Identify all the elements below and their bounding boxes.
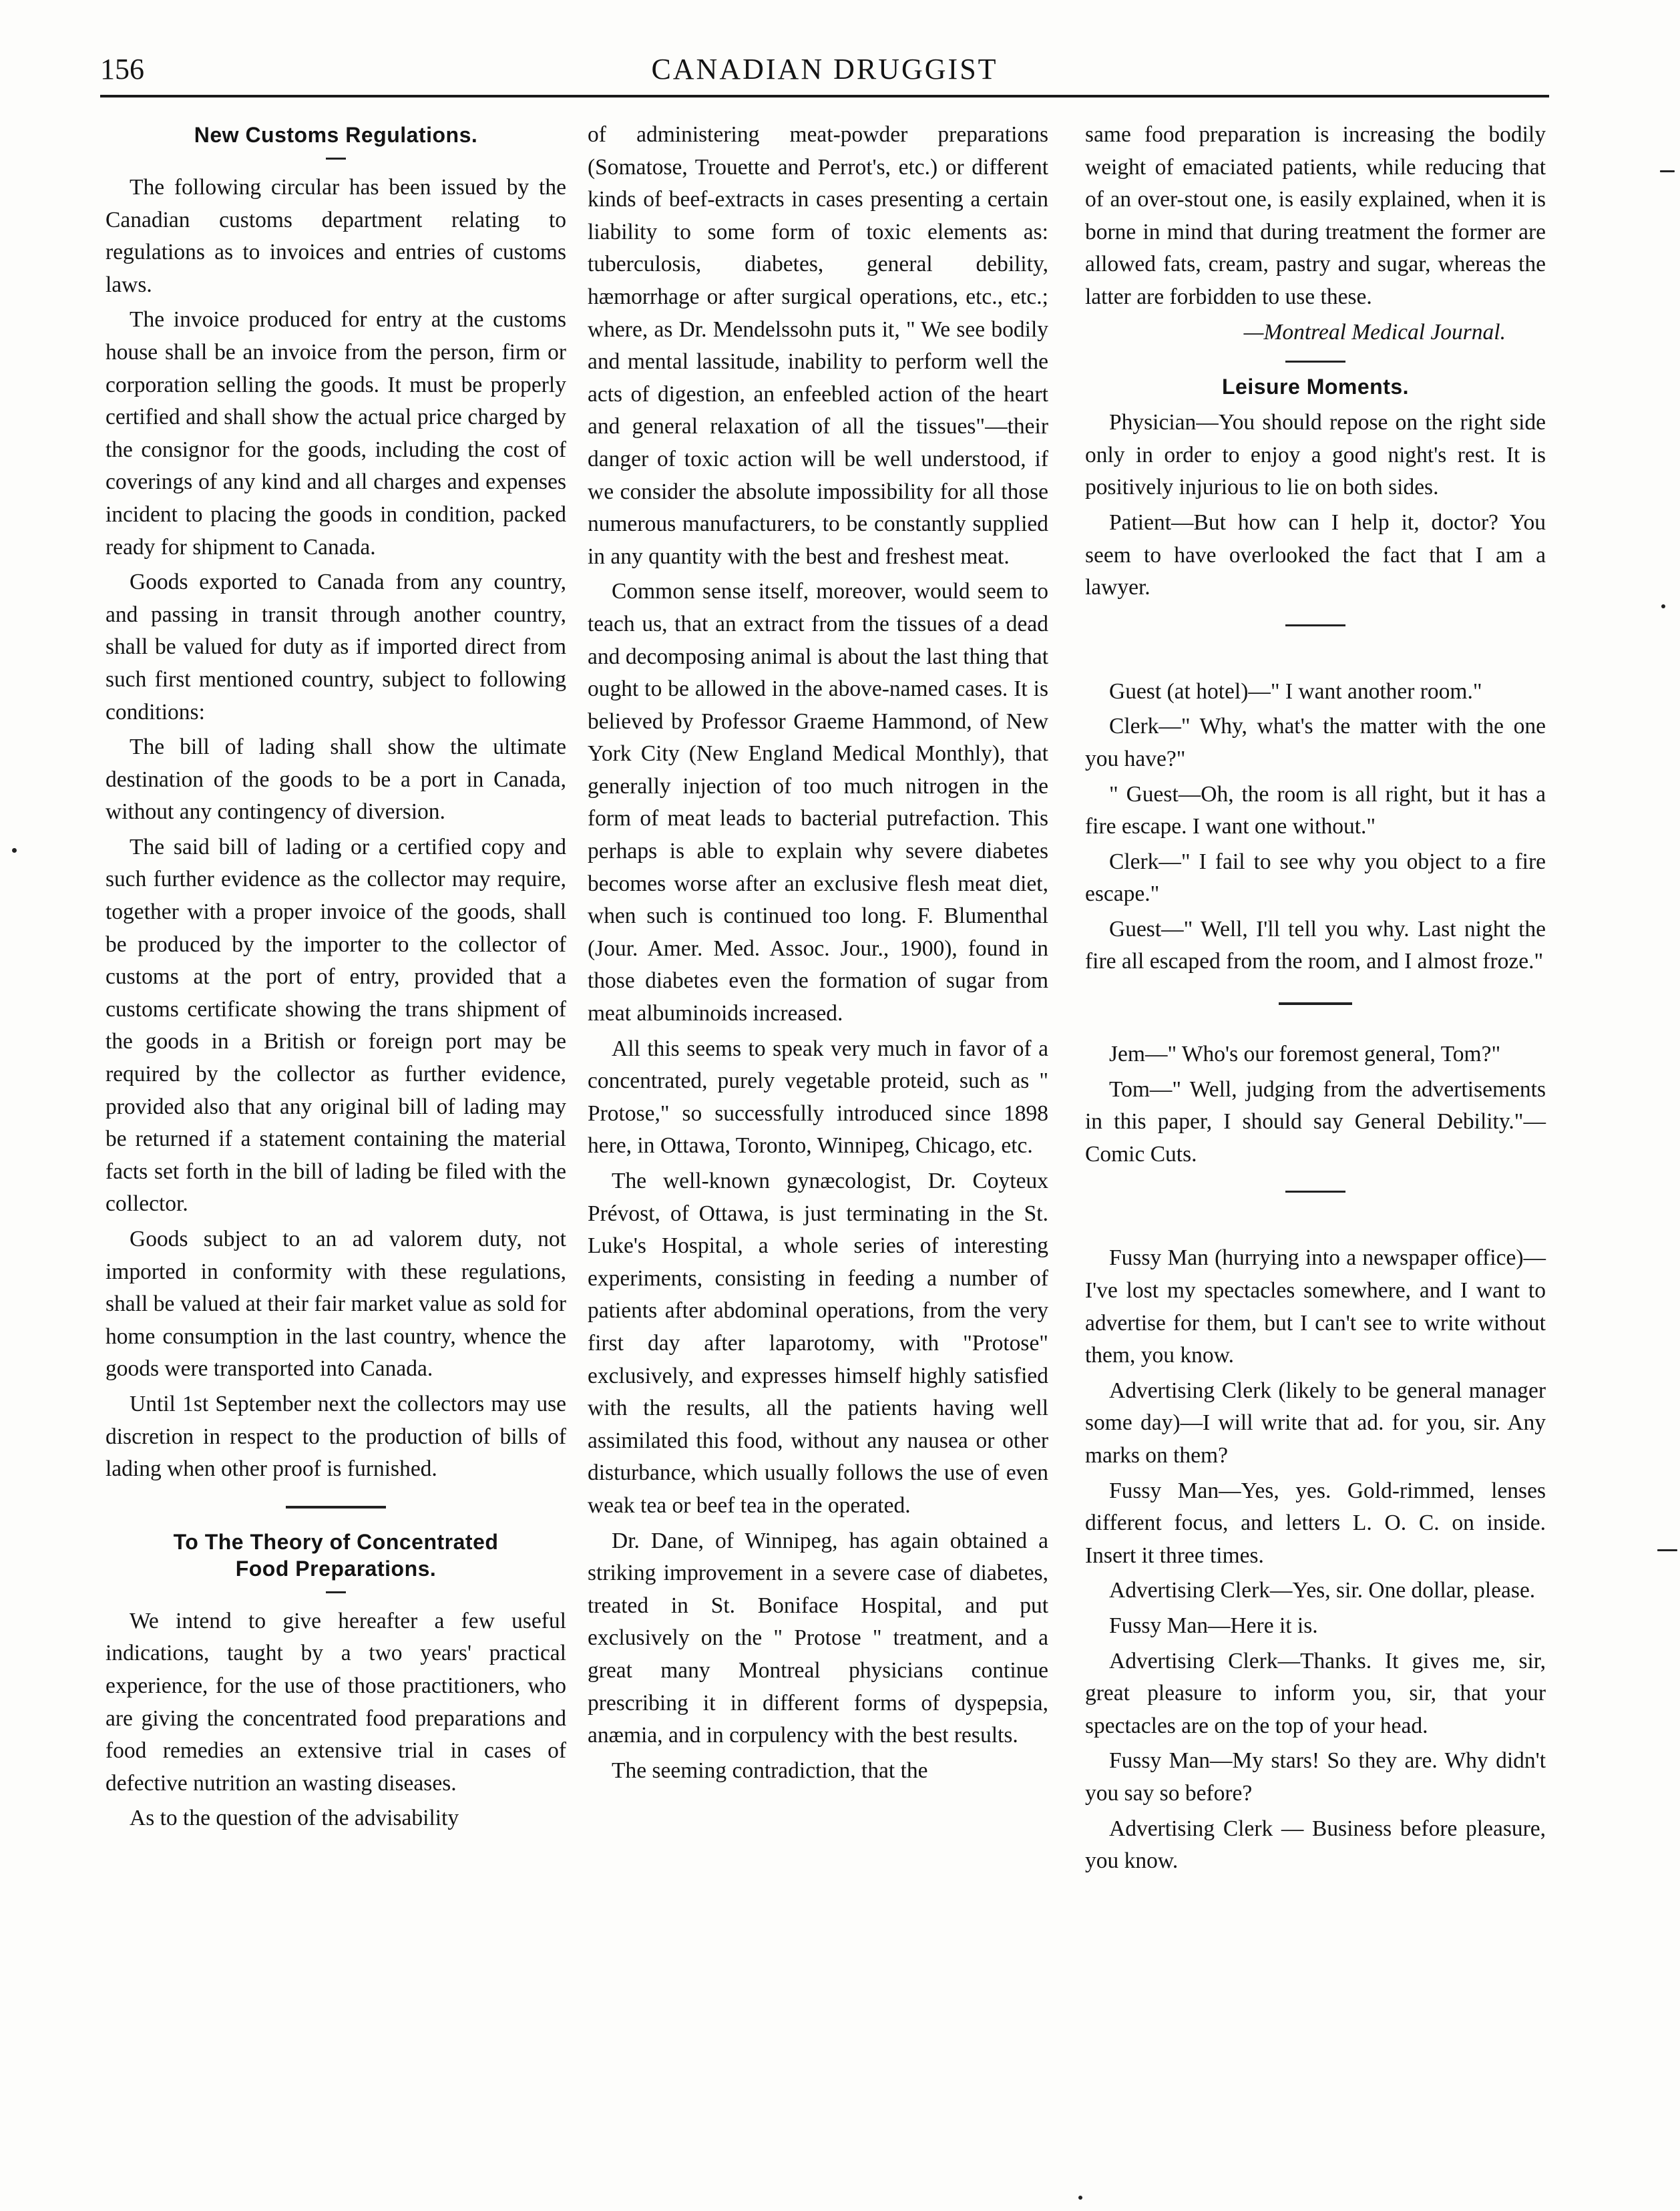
joke-divider [1279, 1002, 1352, 1005]
joke-line: Guest—" Well, I'll tell you why. Last night the fire all escaped from the room, and I almost froze." [1085, 916, 1546, 974]
joke-divider [1285, 624, 1345, 626]
paragraph: same food preparation is increasing the bodily weight of emaciated patients, while reducing that of an over-stout one, is easily explained, when it is borne in mind that during treatment the former are allowed fats, cream, pastry and sugar, whereas the latter are forbidden to use these. [1085, 122, 1546, 309]
paragraph: The seeming contradiction, that the [612, 1758, 928, 1783]
heading-dash [326, 158, 346, 160]
running-title: CANADIAN DRUGGIST [651, 53, 998, 85]
section-divider [286, 1506, 386, 1509]
header-rule [100, 95, 1549, 97]
page-header [100, 52, 1549, 99]
theory-article [106, 1605, 566, 1835]
joke-line: Advertising Clerk—Yes, sir. One dollar, please. [1109, 1578, 1536, 1603]
joke-line: Fussy Man—Yes, yes. Gold-rimmed, lenses different focus, and letters L. O. C. on inside. Insert it three times. [1085, 1478, 1546, 1568]
heading-dash [326, 1591, 346, 1593]
joke-line: Fussy Man (hurrying into a newspaper office)—I've lost my spectacles somewhere, and I want to advertise for them, but I can't see to write without them, you know. [1085, 1245, 1546, 1368]
scan-speck [1078, 2196, 1082, 2200]
joke-line: Clerk—" I fail to see why you object to a fire escape." [1085, 849, 1546, 907]
joke-line: Clerk—" Why, what's the matter with the one you have?" [1085, 714, 1546, 771]
paragraph: The well-known gynæcologist, Dr. Coyteux Prévost, of Ottawa, is just terminating in the St. Luke's Hospital, a whole series of interesting experiments, consisting in feeding a number of patients after abdominal operations, from the very first day after laparotomy, with "Protose" exclusively, and expresses himself highly satisfied with the results, all the patients having well assimilated this food, without any nausea or other disturbance, which usually follows the use of even weak tea or beef tea in the operated. [588, 1169, 1048, 1518]
paragraph: The bill of lading shall show the ultimate destination of the goods to be a port in Canada, without any contingency of diversion. [106, 735, 566, 825]
joke-line: Advertising Clerk—Thanks. It gives me, sir, great pleasure to inform you, sir, that your spectacles are on the top of your head. [1085, 1648, 1546, 1738]
section-divider [1285, 361, 1345, 363]
leisure-heading: Leisure Moments. [1221, 375, 1410, 399]
paragraph: We intend to give hereafter a few useful indications, taught by a two years' practical experience, for the use of those practitioners, who are giving the concentrated food preparations and food remedies an extensive trial in cases of defective nutrition an wasting diseases. [106, 1608, 566, 1796]
scan-speck [1661, 604, 1665, 608]
paragraph: All this seems to speak very much in favor of a concentrated, purely vegetable proteid, such as " Protose," so successfully introduced since 1898 here, in Ottawa, Toronto, Winnipeg, Chicago, etc. [588, 1036, 1048, 1159]
column-1 [106, 119, 566, 1838]
joke-line: Advertising Clerk (likely to be general manager some day)—I will write that ad. for you, sir. Any marks on them? [1085, 1378, 1546, 1468]
customs-heading: New Customs Regulations. [194, 123, 478, 147]
column-2 [588, 119, 1048, 1790]
paragraph: Goods exported to Canada from any country, and passing in transit through another country, shall be valued for duty as if imported direct from such first mentioned country, subject to following conditions: [106, 570, 566, 725]
paragraph: Goods subject to an ad valorem duty, not imported in conformity with these regulations, shall be valued at their fair market value as sold for home consumption in the last country, whence the goods were transported into Canada. [106, 1227, 566, 1382]
scan-speck [1657, 1549, 1677, 1551]
paragraph: The invoice produced for entry at the customs house shall be an invoice from the person, firm or corporation selling the goods. It must be properly certified and shall show the actual price charged by the consignor for the goods, including the cost of coverings of any kind and all charges and expenses incident to placing the goods in condition, packed ready for shipment to Canada. [106, 307, 566, 560]
joke-line: Patient—But how can I help it, doctor? You seem to have overlooked the fact that I am a lawyer. [1085, 510, 1546, 600]
joke-line: Advertising Clerk — Business before pleasure, you know. [1085, 1816, 1546, 1874]
joke-line: Fussy Man—My stars! So they are. Why didn't you say so before? [1085, 1748, 1546, 1806]
citation: —Montreal Medical Journal. [1243, 319, 1506, 345]
column-3 [1085, 119, 1546, 1880]
theory-heading-line: To The Theory of Concentrated [173, 1529, 499, 1554]
paragraph: Until 1st September next the collectors may use discretion in respect to the production of bills of lading when other proof is furnished. [106, 1391, 566, 1482]
page-number: 156 [100, 53, 144, 85]
joke-line: Fussy Man—Here it is. [1109, 1613, 1318, 1638]
scan-speck [12, 848, 17, 853]
paragraph: As to the question of the advisability [130, 1806, 459, 1831]
scan-speck [1660, 170, 1675, 172]
joke-line: Jem—" Who's our foremost general, Tom?" [1109, 1042, 1501, 1067]
joke-line: Physician—You should repose on the right side only in order to enjoy a good night's rest. It is positively injurious to lie on both sides. [1085, 410, 1546, 500]
paragraph: of administering meat-powder preparations (Somatose, Trouette and Perrot's, etc.) or different kinds of beef-extracts in cases presenting a certain liability to some form of toxic elements as: tuberculosis, diabetes, general debility, hæmorrhage or after surgical operations, etc., etc.; where, as Dr. Mendelssohn puts it, " We see bodily and mental lassitude, inability to perform well the acts of digestion, an enfeebled action of the heart and general relaxation of all the tissues"—their danger of toxic action will be well understood, if we consider the absolute impossibility for all those numerous manufacturers, to be constantly supplied in any quantity with the best and freshest meat. [588, 122, 1048, 569]
theory-heading [106, 1529, 566, 1582]
paragraph: The said bill of lading or a certified copy and such further evidence as the collector may require, together with a proper invoice of the goods, shall be produced by the importer to the collector of customs at the port of entry, provided that a customs certificate showing the trans shipment of the goods in a British or foreign port may be required by the collector as further evidence, provided also that any original bill of lading may be returned if a statement containing the material facts set forth in the bill of lading be filed with the collector. [106, 834, 566, 1217]
paragraph: Dr. Dane, of Winnipeg, has again obtained a striking improvement in a severe case of diabetes, treated in St. Boniface Hospital, and put exclusively on the " Protose " treatment, and a great many Montreal physicians continue prescribing it in different forms of dyspepsia, anæmia, and in corpulency with the best results. [588, 1528, 1048, 1748]
customs-article [106, 172, 566, 1486]
paragraph: The following circular has been issued by the Canadian customs department relating to regulations as to invoices and entries of customs laws. [106, 175, 566, 297]
theory-heading-line: Food Preparations. [235, 1556, 437, 1581]
joke-line: Guest (at hotel)—" I want another room." [1109, 678, 1482, 704]
joke-line: " Guest—Oh, the room is all right, but it has a fire escape. I want one without." [1085, 781, 1546, 839]
joke-line: Tom—" Well, judging from the advertisements in this paper, I should say General Debility."—Comic Cuts. [1085, 1076, 1546, 1167]
paragraph: Common sense itself, moreover, would seem to teach us, that an extract from the tissues of a dead and decomposing animal is about the last thing that ought to be allowed in the above-named cases. It is believed by Professor Graeme Hammond, of New York City (New England Medical Monthly), that generally injection of too much nitrogen in the form of meat leads to bacterial putrefaction. This perhaps is able to explain why severe diabetes becomes worse after an exclusive flesh meat diet, when such is continued too long. F. Blumenthal (Jour. Amer. Med. Assoc. Jour., 1900), found in those diabetes even the formation of sugar from meat albuminoids increased. [588, 579, 1048, 1026]
joke-divider [1285, 1191, 1345, 1193]
